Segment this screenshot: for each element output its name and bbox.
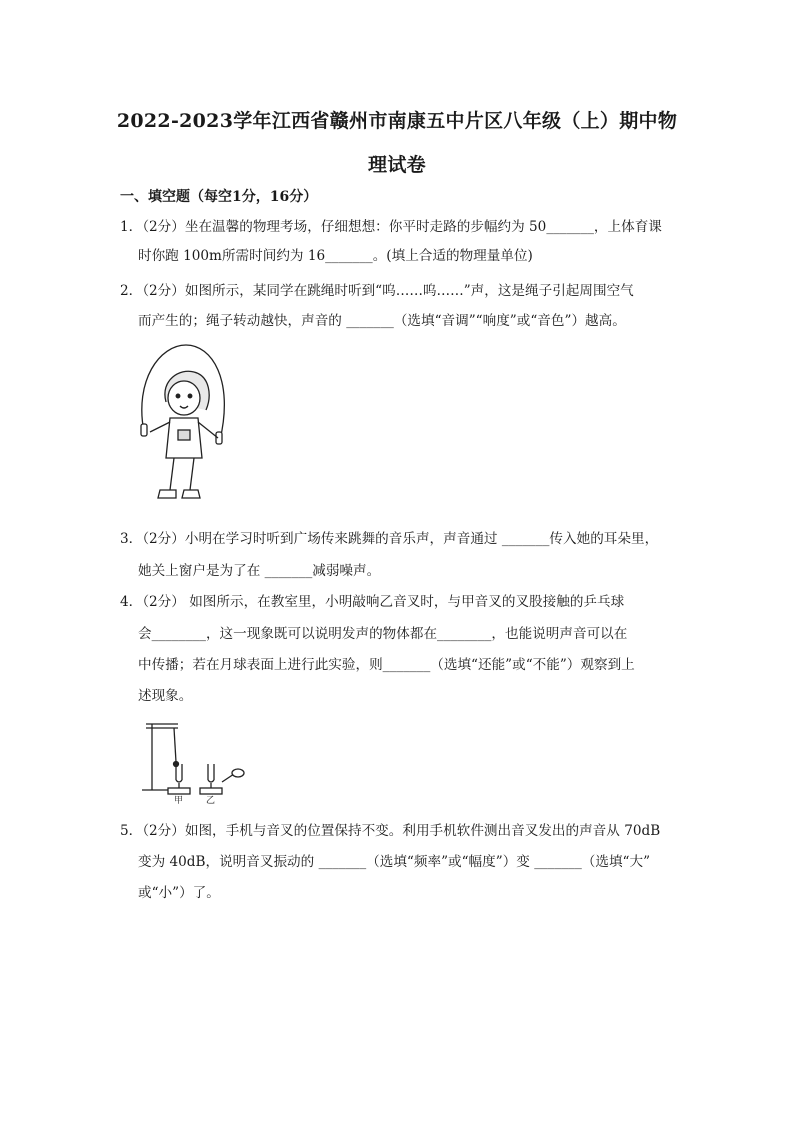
question-3-line-1: 3．（2分）小明在学习时听到广场传来跳舞的音乐声，声音通过 _______传入她的耳朵里， bbox=[120, 531, 659, 547]
question-2-line-2: 而产生的；绳子转动越快，声音的 _______（选填“音调”“响度”或“音色”）越高。 bbox=[138, 313, 626, 329]
question-3-line-2: 她关上窗户是为了在 _______减弱噪声。 bbox=[138, 563, 381, 579]
jump-rope-girl-figure bbox=[130, 340, 240, 515]
question-4-line-2: 会________，这一现象既可以说明发声的物体都在________，也能说明声音可以在 bbox=[138, 626, 628, 642]
exam-title-line-1: 2022-2023学年江西省赣州市南康五中片区八年级（上）期中物 bbox=[116, 110, 678, 132]
question-4-line-4: 述现象。 bbox=[138, 688, 193, 704]
fork-label-jia: 甲 bbox=[174, 796, 184, 804]
question-2-line-1: 2．（2分）如图所示，某同学在跳绳时听到“呜……呜……”声，这是绳子引起周围空气 bbox=[120, 283, 634, 299]
tuning-fork-figure bbox=[138, 716, 248, 804]
fork-label-yi: 乙 bbox=[206, 796, 216, 804]
exam-title-line-2: 理试卷 bbox=[368, 154, 426, 176]
question-1-line-1: 1．（2分）坐在温馨的物理考场，仔细想想：你平时走路的步幅约为 50_______，上体育课 bbox=[120, 219, 662, 235]
question-5-line-2: 变为 40dB，说明音叉振动的 _______（选填“频率”或“幅度”）变 _______（选填“大” bbox=[138, 854, 651, 870]
question-1-line-2: 时你跑 100m所需时间约为 16_______。(填上合适的物理量单位) bbox=[138, 248, 533, 264]
question-4-line-3: 中传播；若在月球表面上进行此实验，则_______（选填“还能”或“不能”）观察到上 bbox=[138, 657, 635, 673]
section-heading: 一、填空题（每空1分，16分） bbox=[120, 189, 318, 205]
question-5-line-1: 5．（2分）如图，手机与音叉的位置保持不变。利用手机软件测出音叉发出的声音从 70dB bbox=[120, 823, 661, 839]
question-5-line-3: 或“小”）了。 bbox=[138, 885, 220, 901]
question-4-line-1: 4．（2分） 如图所示，在教室里，小明敲响乙音叉时，与甲音叉的叉股接触的乒乓球 bbox=[120, 594, 625, 610]
